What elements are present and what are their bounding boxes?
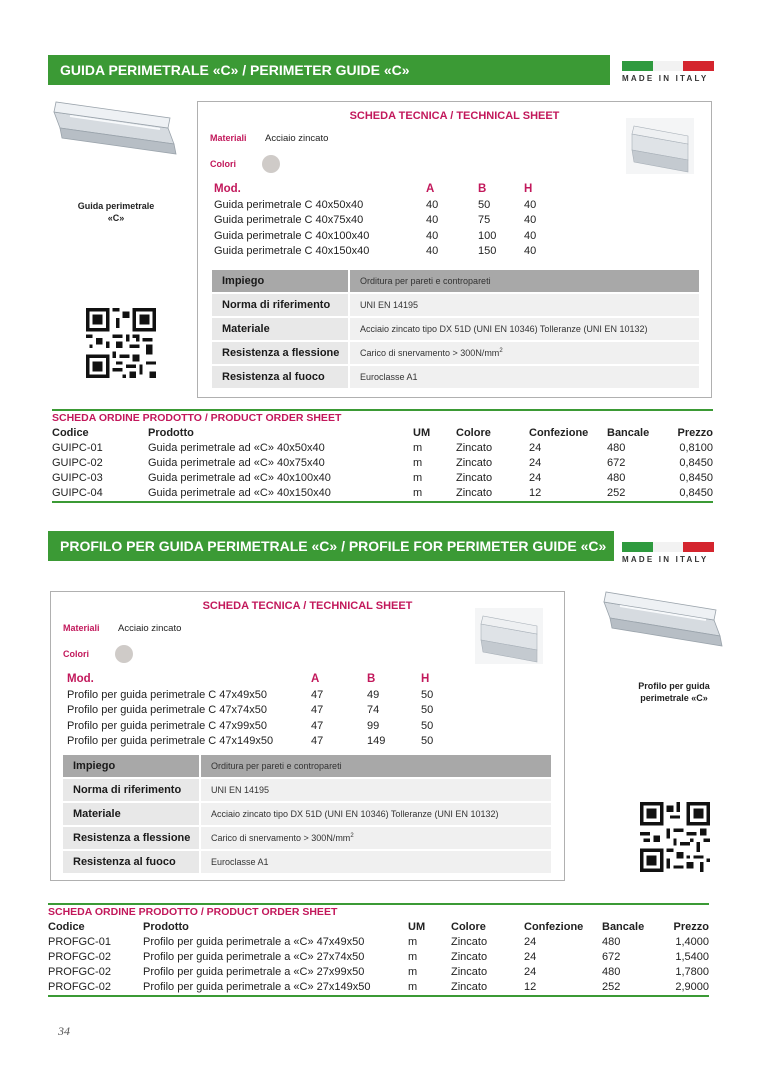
guide-c-thumbnail (626, 118, 694, 174)
caption-line: «C» (107, 213, 125, 223)
model-name: Guida perimetrale C 40x100x40 (214, 229, 370, 242)
spec-row-norma (212, 294, 699, 316)
technical-sheet-2 (50, 591, 565, 881)
cell-um: m (413, 487, 423, 499)
model-h: 40 (524, 245, 537, 257)
spec-value (201, 827, 551, 849)
spec-table-2 (63, 755, 551, 875)
caption-line: Profilo per guida (638, 681, 710, 691)
col-codice: Codice (52, 427, 89, 439)
spec-value: Euroclasse A1 (350, 366, 699, 388)
spec-value: Euroclasse A1 (201, 851, 551, 873)
cell-prezzo: 0,8450 (679, 487, 713, 499)
model-a: 40 (426, 245, 439, 257)
col-b: B (478, 183, 487, 195)
model-b: 75 (478, 214, 491, 226)
cell-colore: Zincato (451, 936, 488, 948)
model-b: 74 (367, 704, 380, 716)
cell-codice: PROFGC-02 (48, 981, 111, 993)
spec-row-impiego (63, 755, 551, 777)
spec-value (350, 342, 699, 364)
spec-key: Resistenza al fuoco (63, 851, 199, 873)
spec-value: Orditura per pareti e contropareti (201, 755, 551, 777)
cell-codice: PROFGC-01 (48, 936, 111, 948)
model-row (214, 213, 564, 229)
spec-row-flessione (63, 827, 551, 849)
made-in-italy-text: MADE IN ITALY (622, 555, 709, 564)
spec-key: Materiale (212, 318, 348, 340)
guide-c-product-image (50, 98, 178, 158)
col-h: H (421, 673, 430, 685)
cell-prodotto: Guida perimetrale ad «C» 40x50x40 (148, 442, 325, 454)
spec-row-materiale (212, 318, 699, 340)
profile-c-caption (624, 680, 724, 704)
col-mod: Mod. (67, 673, 94, 685)
cell-colore: Zincato (456, 457, 493, 469)
colori-label: Colori (210, 159, 236, 169)
model-table-1 (214, 182, 564, 260)
tech-sheet-title: SCHEDA TECNICA / TECHNICAL SHEET (349, 110, 560, 122)
spec-value-text: Carico di snervamento > 300N/mm (211, 833, 351, 843)
cell-prezzo: 1,7800 (675, 966, 709, 978)
col-prezzo: Prezzo (677, 427, 713, 439)
section1-banner (48, 55, 610, 85)
spec-value: UNI EN 14195 (350, 294, 699, 316)
model-b: 100 (478, 229, 497, 242)
col-confezione: Confezione (529, 427, 589, 439)
spec-key: Norma di riferimento (212, 294, 348, 316)
zinc-color-swatch (262, 155, 280, 173)
model-h: 50 (421, 735, 434, 747)
model-h: 40 (524, 229, 537, 242)
cell-prezzo: 1,4000 (675, 936, 709, 948)
col-bancale: Bancale (602, 921, 645, 933)
spec-key: Resistenza a flessione (212, 342, 348, 364)
cell-prodotto: Profilo per guida perimetrale a «C» 27x99x50 (143, 966, 365, 978)
model-name: Profilo per guida perimetrale C 47x99x50 (67, 719, 267, 732)
col-a: A (426, 183, 435, 195)
order-sheet-1 (52, 409, 713, 503)
model-name: Profilo per guida perimetrale C 47x74x50 (67, 704, 267, 716)
cell-codice: PROFGC-02 (48, 951, 111, 963)
qr-code-icon (86, 308, 156, 378)
cell-um: m (408, 981, 418, 993)
spec-value-text: Carico di snervamento > 300N/mm (360, 348, 500, 358)
col-prodotto: Prodotto (143, 921, 189, 933)
order-row (52, 471, 713, 486)
cell-bancale: 480 (607, 472, 626, 484)
order-row (48, 965, 709, 980)
model-table-2 (67, 672, 461, 750)
cell-confezione: 24 (529, 457, 542, 469)
model-name: Guida perimetrale C 40x50x40 (214, 198, 364, 211)
model-table-header (67, 672, 461, 688)
order-row (48, 980, 709, 995)
cell-confezione: 12 (529, 487, 542, 499)
order-rule-bottom (48, 995, 709, 997)
italy-flag-icon (622, 542, 714, 552)
profile-c-thumbnail (475, 608, 543, 664)
made-in-italy-badge-1 (622, 61, 714, 83)
made-in-italy-badge-2 (622, 542, 714, 564)
caption-line: perimetrale «C» (640, 693, 708, 703)
section2-banner (48, 531, 614, 561)
spec-row-norma (63, 779, 551, 801)
cell-um: m (408, 951, 418, 963)
qr-code-icon (640, 802, 710, 872)
cell-prezzo: 0,8450 (679, 472, 713, 484)
order-header-row (48, 920, 709, 935)
cell-prezzo: 0,8100 (679, 442, 713, 454)
model-a: 47 (311, 719, 324, 732)
col-colore: Colore (456, 427, 491, 439)
model-name: Profilo per guida perimetrale C 47x49x50 (67, 688, 267, 701)
cell-codice: GUIPC-02 (52, 457, 103, 469)
cell-prodotto: Guida perimetrale ad «C» 40x100x40 (148, 472, 331, 484)
col-um: UM (408, 921, 426, 933)
cell-confezione: 12 (524, 981, 537, 993)
col-confezione: Confezione (524, 921, 584, 933)
model-name: Guida perimetrale C 40x150x40 (214, 245, 370, 257)
model-a: 40 (426, 214, 439, 226)
cell-prezzo: 1,5400 (675, 951, 709, 963)
model-a: 40 (426, 198, 439, 211)
spec-value: Acciaio zincato tipo DX 51D (UNI EN 10346) Tolleranze (UNI EN 10132) (350, 318, 699, 340)
model-h: 50 (421, 704, 434, 716)
cell-prezzo: 0,8450 (679, 457, 713, 469)
spec-value-sup: 2 (499, 348, 503, 354)
col-b: B (367, 673, 376, 685)
cell-bancale: 480 (602, 966, 621, 978)
spec-row-flessione (212, 342, 699, 364)
col-colore: Colore (451, 921, 486, 933)
spec-row-impiego (212, 270, 699, 292)
materiali-label: Materiali (210, 133, 247, 143)
guide-c-caption (66, 200, 166, 224)
cell-bancale: 252 (607, 487, 626, 499)
spec-key: Resistenza a flessione (63, 827, 199, 849)
col-prezzo: Prezzo (673, 921, 709, 933)
technical-sheet-1 (197, 101, 712, 398)
materiali-value: Acciaio zincato (265, 133, 329, 144)
cell-um: m (408, 936, 418, 948)
order-sheet-title: SCHEDA ORDINE PRODOTTO / PRODUCT ORDER SHEET (52, 412, 342, 424)
model-row (214, 244, 564, 260)
tech-sheet-title: SCHEDA TECNICA / TECHNICAL SHEET (202, 600, 413, 612)
cell-prezzo: 2,9000 (675, 981, 709, 993)
model-b: 50 (478, 198, 491, 211)
spec-value: Orditura per pareti e contropareti (350, 270, 699, 292)
spec-value: Acciaio zincato tipo DX 51D (UNI EN 10346) Tolleranze (UNI EN 10132) (201, 803, 551, 825)
spec-row-materiale (63, 803, 551, 825)
order-row (52, 456, 713, 471)
model-name: Profilo per guida perimetrale C 47x149x50 (67, 735, 274, 747)
cell-bancale: 252 (602, 981, 621, 993)
order-header-row (52, 426, 713, 441)
zinc-color-swatch (115, 645, 133, 663)
cell-bancale: 672 (607, 457, 626, 469)
cell-um: m (413, 442, 423, 454)
model-row (67, 688, 461, 704)
model-b: 150 (478, 245, 497, 257)
spec-row-fuoco (212, 366, 699, 388)
order-sheet-title: SCHEDA ORDINE PRODOTTO / PRODUCT ORDER SHEET (48, 906, 338, 918)
cell-um: m (413, 472, 423, 484)
order-row (48, 935, 709, 950)
cell-codice: PROFGC-02 (48, 966, 111, 978)
cell-prodotto: Guida perimetrale ad «C» 40x75x40 (148, 457, 325, 469)
model-h: 40 (524, 198, 537, 211)
caption-line: Guida perimetrale (77, 201, 155, 211)
cell-bancale: 480 (602, 936, 621, 948)
spec-key: Impiego (63, 755, 199, 777)
spec-key: Norma di riferimento (63, 779, 199, 801)
cell-bancale: 672 (602, 951, 621, 963)
col-um: UM (413, 427, 431, 439)
model-a: 47 (311, 735, 324, 747)
spec-table-1 (212, 270, 699, 390)
order-row (52, 441, 713, 456)
model-name: Guida perimetrale C 40x75x40 (214, 214, 364, 226)
cell-colore: Zincato (456, 442, 493, 454)
spec-key: Materiale (63, 803, 199, 825)
made-in-italy-text: MADE IN ITALY (622, 74, 709, 83)
italy-flag-icon (622, 61, 714, 71)
order-rule-bottom (52, 501, 713, 503)
col-h: H (524, 183, 533, 195)
cell-bancale: 480 (607, 442, 626, 454)
colori-label: Colori (63, 649, 89, 659)
model-row (67, 703, 461, 719)
cell-um: m (408, 966, 418, 978)
model-h: 50 (421, 688, 434, 701)
cell-colore: Zincato (451, 951, 488, 963)
cell-codice: GUIPC-04 (52, 487, 103, 499)
cell-confezione: 24 (524, 951, 537, 963)
model-b: 99 (367, 719, 380, 732)
materiali-label: Materiali (63, 623, 100, 633)
section1-banner-title: GUIDA PERIMETRALE «C» / PERIMETER GUIDE «C» (60, 62, 410, 78)
col-codice: Codice (48, 921, 85, 933)
cell-colore: Zincato (451, 981, 488, 993)
model-h: 50 (421, 719, 434, 732)
page-number: 34 (58, 1024, 70, 1038)
model-a: 47 (311, 688, 324, 701)
model-row (214, 229, 564, 245)
cell-prodotto: Guida perimetrale ad «C» 40x150x40 (148, 487, 331, 499)
cell-confezione: 24 (524, 966, 537, 978)
cell-um: m (413, 457, 423, 469)
section2-banner-title: PROFILO PER GUIDA PERIMETRALE «C» / PROFILE FOR PERIMETER GUIDE «C» (60, 538, 607, 554)
cell-colore: Zincato (456, 487, 493, 499)
model-row (67, 734, 461, 750)
order-row (48, 950, 709, 965)
spec-row-fuoco (63, 851, 551, 873)
cell-confezione: 24 (529, 472, 542, 484)
model-table-header (214, 182, 564, 198)
cell-confezione: 24 (524, 936, 537, 948)
model-a: 47 (311, 704, 324, 716)
cell-codice: GUIPC-03 (52, 472, 103, 484)
cell-prodotto: Profilo per guida perimetrale a «C» 47x49x50 (143, 936, 365, 948)
order-sheet-2 (48, 903, 709, 997)
cell-prodotto: Profilo per guida perimetrale a «C» 27x149x50 (143, 981, 371, 993)
profile-c-product-image (600, 588, 724, 650)
model-b: 149 (367, 735, 386, 747)
spec-key: Resistenza al fuoco (212, 366, 348, 388)
spec-value-sup: 2 (350, 833, 354, 839)
col-a: A (311, 673, 320, 685)
cell-colore: Zincato (456, 472, 493, 484)
materiali-value: Acciaio zincato (118, 623, 182, 634)
col-prodotto: Prodotto (148, 427, 194, 439)
model-h: 40 (524, 214, 537, 226)
cell-colore: Zincato (451, 966, 488, 978)
model-a: 40 (426, 229, 439, 242)
order-row (52, 486, 713, 501)
model-row (67, 719, 461, 735)
spec-key: Impiego (212, 270, 348, 292)
col-mod: Mod. (214, 183, 241, 195)
model-b: 49 (367, 688, 380, 701)
col-bancale: Bancale (607, 427, 650, 439)
cell-prodotto: Profilo per guida perimetrale a «C» 27x74x50 (143, 951, 365, 963)
cell-codice: GUIPC-01 (52, 442, 103, 454)
model-row (214, 198, 564, 214)
cell-confezione: 24 (529, 442, 542, 454)
spec-value: UNI EN 14195 (201, 779, 551, 801)
